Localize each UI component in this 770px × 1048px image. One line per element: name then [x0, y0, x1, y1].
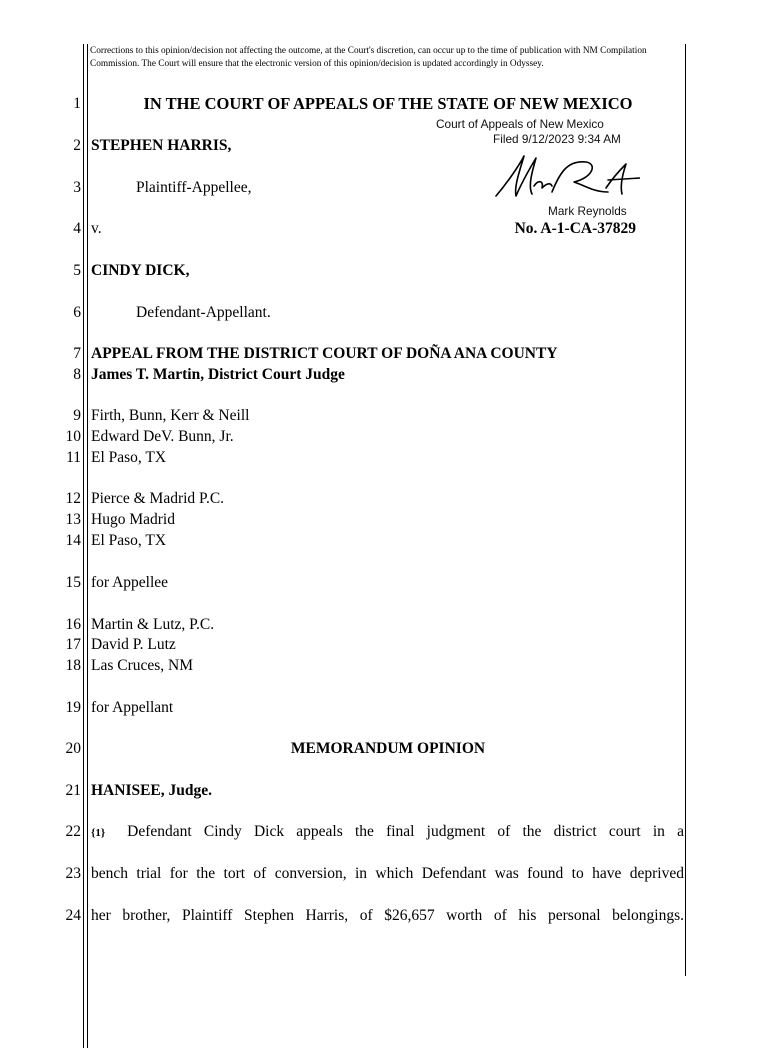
line-number: 21: [65, 782, 81, 799]
line-number: 6: [73, 304, 81, 321]
plaintiff-role: Plaintiff-Appellee,: [136, 179, 252, 196]
stamp-clerk-name: Mark Reynolds: [548, 204, 627, 218]
right-margin-rule: [685, 44, 686, 976]
line-number: 1: [73, 95, 81, 112]
line-number: 14: [65, 532, 81, 549]
line-number: 5: [73, 262, 81, 279]
line-number: 17: [65, 636, 81, 653]
stamp-filed: Filed 9/12/2023 9:34 AM: [493, 132, 621, 146]
line-number: 16: [65, 616, 81, 633]
line-number: 15: [65, 574, 81, 591]
docket-number: No. A-1-CA-37829: [514, 220, 636, 237]
for-appellee: for Appellee: [91, 574, 169, 591]
line-number: 20: [65, 740, 81, 757]
defendant-name: CINDY DICK,: [91, 262, 190, 279]
line-number: 22: [65, 823, 81, 840]
firm-name: Pierce & Madrid P.C.: [91, 490, 225, 507]
line-number: 23: [65, 865, 81, 882]
line-number: 4: [73, 220, 81, 237]
line-number: 12: [65, 490, 81, 507]
authoring-judge: HANISEE, Judge.: [91, 782, 213, 799]
plaintiff-name: STEPHEN HARRIS,: [91, 137, 232, 154]
attorney-name: David P. Lutz: [91, 636, 176, 653]
body-line: her brother, Plaintiff Stephen Harris, of $26,657 worth of his personal belongings.: [91, 907, 684, 924]
defendant-role: Defendant-Appellant.: [136, 304, 271, 321]
line-number: 3: [73, 179, 81, 196]
line-number: 18: [65, 657, 81, 674]
attorney-name: Hugo Madrid: [91, 511, 175, 528]
line-number: 24: [65, 907, 81, 924]
line-number: 2: [73, 137, 81, 154]
line-number: 11: [66, 449, 81, 466]
for-appellant: for Appellant: [91, 699, 174, 716]
line-number: 9: [73, 407, 81, 424]
left-margin-rule-inner: [87, 44, 88, 1048]
line-number: 8: [73, 366, 81, 383]
left-margin-rule: [83, 44, 84, 1048]
body-line: bench trial for the tort of conversion, in which Defendant was found to have deprived: [91, 865, 684, 882]
attorney-name: Edward DeV. Bunn, Jr.: [91, 428, 234, 445]
firm-city: El Paso, TX: [91, 449, 167, 466]
clerk-signature: [490, 152, 640, 206]
firm-city: Las Cruces, NM: [91, 657, 194, 674]
appeal-from: APPEAL FROM THE DISTRICT COURT OF DOÑA ANA COUNTY: [91, 345, 558, 362]
line-number: 19: [65, 699, 81, 716]
opinion-heading: MEMORANDUM OPINION: [290, 740, 486, 757]
body-text: Defendant Cindy Dick appeals the final judgment of the district court in a: [127, 823, 684, 840]
paragraph-number: {1}: [91, 827, 106, 839]
trial-judge: James T. Martin, District Court Judge: [91, 366, 345, 383]
stamp-court: Court of Appeals of New Mexico: [436, 117, 604, 131]
firm-city: El Paso, TX: [91, 532, 167, 549]
versus: v.: [91, 220, 102, 237]
body-line: [91, 822, 684, 843]
line-number: 10: [65, 428, 81, 445]
court-title: IN THE COURT OF APPEALS OF THE STATE OF NEW MEXICO: [143, 94, 633, 113]
firm-name: Firth, Bunn, Kerr & Neill: [91, 407, 250, 424]
line-number: 7: [73, 345, 81, 362]
corrections-notice: Corrections to this opinion/decision not affecting the outcome, at the Court's discretion, can occur up to the time of publication with NM Compilation Commission. The Court will ensure that the electronic version of this opinion/decision is updated accordingly in Odyssey.: [90, 46, 647, 70]
line-number: 13: [65, 511, 81, 528]
firm-name: Martin & Lutz, P.C.: [91, 616, 215, 633]
